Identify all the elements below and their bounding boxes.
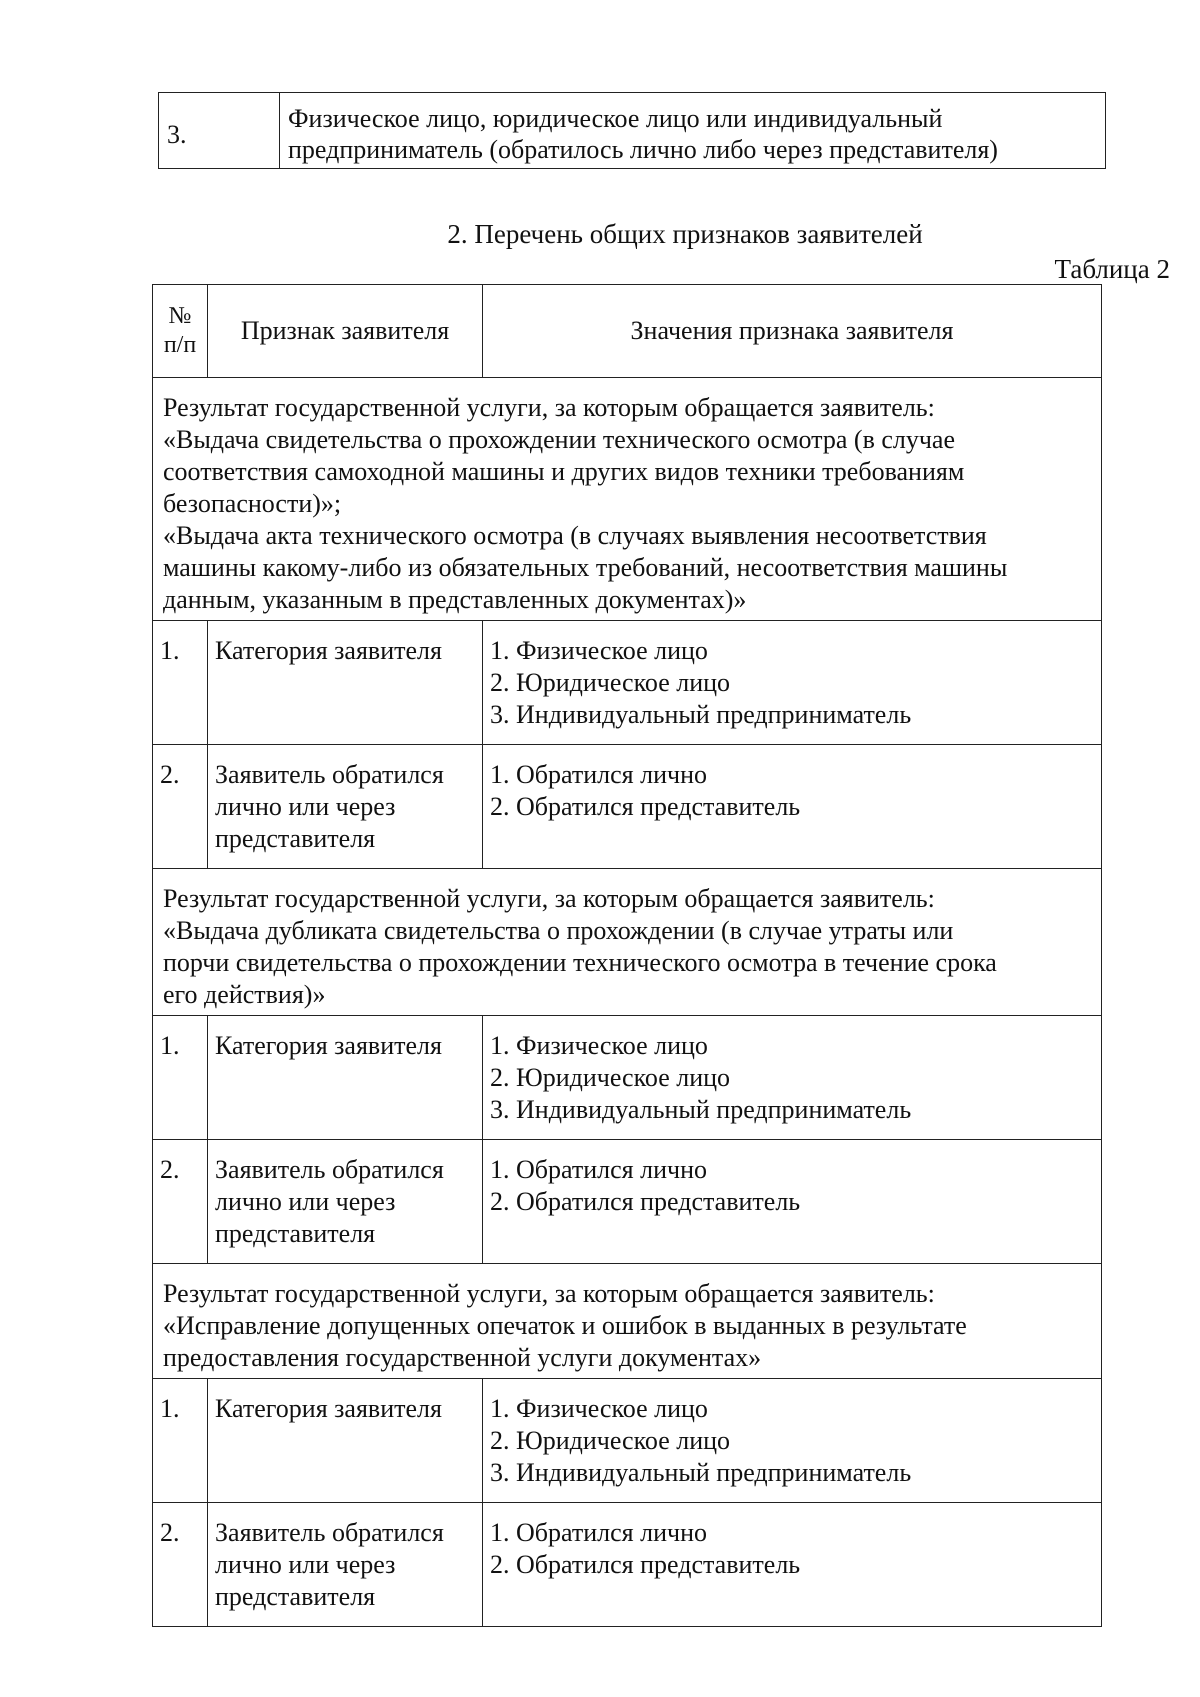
feature-value: 1. Физическое лицо [490,636,708,665]
service-result-line: «Выдача акта технического осмотра (в случаях выявления несоответствия [163,521,987,550]
feature-name-line: Заявитель обратился [215,1518,444,1547]
table-row [159,93,1106,169]
service-result-line: «Исправление допущенных опечаток и ошибок в выданных в результате [163,1311,967,1340]
variant-description-line: Физическое лицо, юридическое лицо или индивидуальный [288,104,943,133]
feature-name: Категория заявителя [208,1016,483,1140]
header-number [153,285,208,378]
row-number: 2. [153,745,208,869]
table-header-row [153,285,1102,378]
table-row [153,621,1102,745]
applicant-variant-table [158,92,1106,169]
service-result-line: его действия)» [163,980,326,1009]
applicant-features-table [152,284,1102,1627]
service-result-line: Результат государственной услуги, за которым обращается заявитель: [163,393,935,422]
feature-values [483,621,1102,745]
feature-value: 1. Обратился лично [490,1518,708,1547]
feature-name-line: представителя [215,1582,376,1611]
feature-value: 1. Физическое лицо [490,1031,708,1060]
result-row [153,378,1102,621]
service-result-line: Результат государственной услуги, за которым обращается заявитель: [163,1279,935,1308]
table-row [153,1503,1102,1627]
variant-description-line: предприниматель (обратилось лично либо через представителя) [288,135,998,164]
result-row [153,1264,1102,1379]
feature-name [208,1140,483,1264]
feature-name: Категория заявителя [208,1379,483,1503]
service-result [153,378,1102,621]
table-row [153,1140,1102,1264]
feature-name-line: лично или через [215,1550,396,1579]
feature-value: 2. Юридическое лицо [490,1063,731,1092]
feature-name [208,1503,483,1627]
feature-values [483,1140,1102,1264]
feature-value: 2. Юридическое лицо [490,1426,731,1455]
header-number-abbr: п/п [163,332,197,358]
feature-value: 3. Индивидуальный предприниматель [490,700,912,729]
feature-values [483,745,1102,869]
service-result-line: Результат государственной услуги, за которым обращается заявитель: [163,884,935,913]
feature-name-line: представителя [215,1219,376,1248]
feature-name-line: Заявитель обратился [215,760,444,789]
feature-value: 1. Обратился лично [490,760,708,789]
service-result-line: данным, указанным в представленных документах)» [163,585,747,614]
row-number: 3. [159,93,280,169]
service-result-line: машины какому-либо из обязательных требований, несоответствия машины [163,553,1008,582]
variant-description [280,93,1106,169]
feature-value: 1. Физическое лицо [490,1394,708,1423]
feature-value: 3. Индивидуальный предприниматель [490,1095,912,1124]
feature-name-line: Заявитель обратился [215,1155,444,1184]
feature-values [483,1379,1102,1503]
feature-value: 2. Обратился представитель [490,792,801,821]
table-row [153,745,1102,869]
result-row [153,869,1102,1016]
feature-name-line: лично или через [215,1187,396,1216]
section-heading: 2. Перечень общих признаков заявителей [447,219,923,249]
row-number: 1. [153,1016,208,1140]
feature-name: Категория заявителя [208,621,483,745]
feature-values [483,1503,1102,1627]
feature-value: 2. Обратился представитель [490,1550,801,1579]
feature-name-line: представителя [215,824,376,853]
table-caption: Таблица 2 [1054,254,1170,284]
row-number: 2. [153,1140,208,1264]
feature-values [483,1016,1102,1140]
service-result-line: соответствия самоходной машины и других видов техники требованиям [163,457,965,486]
table-row [153,1016,1102,1140]
service-result-line: «Выдача дубликата свидетельства о прохождении (в случае утраты или [163,916,954,945]
header-number-symbol: № [168,303,192,329]
row-number: 1. [153,621,208,745]
service-result [153,1264,1102,1379]
service-result-line: «Выдача свидетельства о прохождении технического осмотра (в случае [163,425,956,454]
service-result-line: предоставления государственной услуги документах» [163,1343,762,1372]
feature-name-line: лично или через [215,792,396,821]
service-result-line: порчи свидетельства о прохождении технического осмотра в течение срока [163,948,997,977]
feature-name [208,745,483,869]
header-values: Значения признака заявителя [483,285,1102,378]
service-result [153,869,1102,1016]
header-feature: Признак заявителя [208,285,483,378]
row-number: 2. [153,1503,208,1627]
row-number: 1. [153,1379,208,1503]
table-row [153,1379,1102,1503]
feature-value: 3. Индивидуальный предприниматель [490,1458,912,1487]
feature-value: 1. Обратился лично [490,1155,708,1184]
feature-value: 2. Юридическое лицо [490,668,731,697]
service-result-line: безопасности)»; [163,489,342,518]
feature-value: 2. Обратился представитель [490,1187,801,1216]
